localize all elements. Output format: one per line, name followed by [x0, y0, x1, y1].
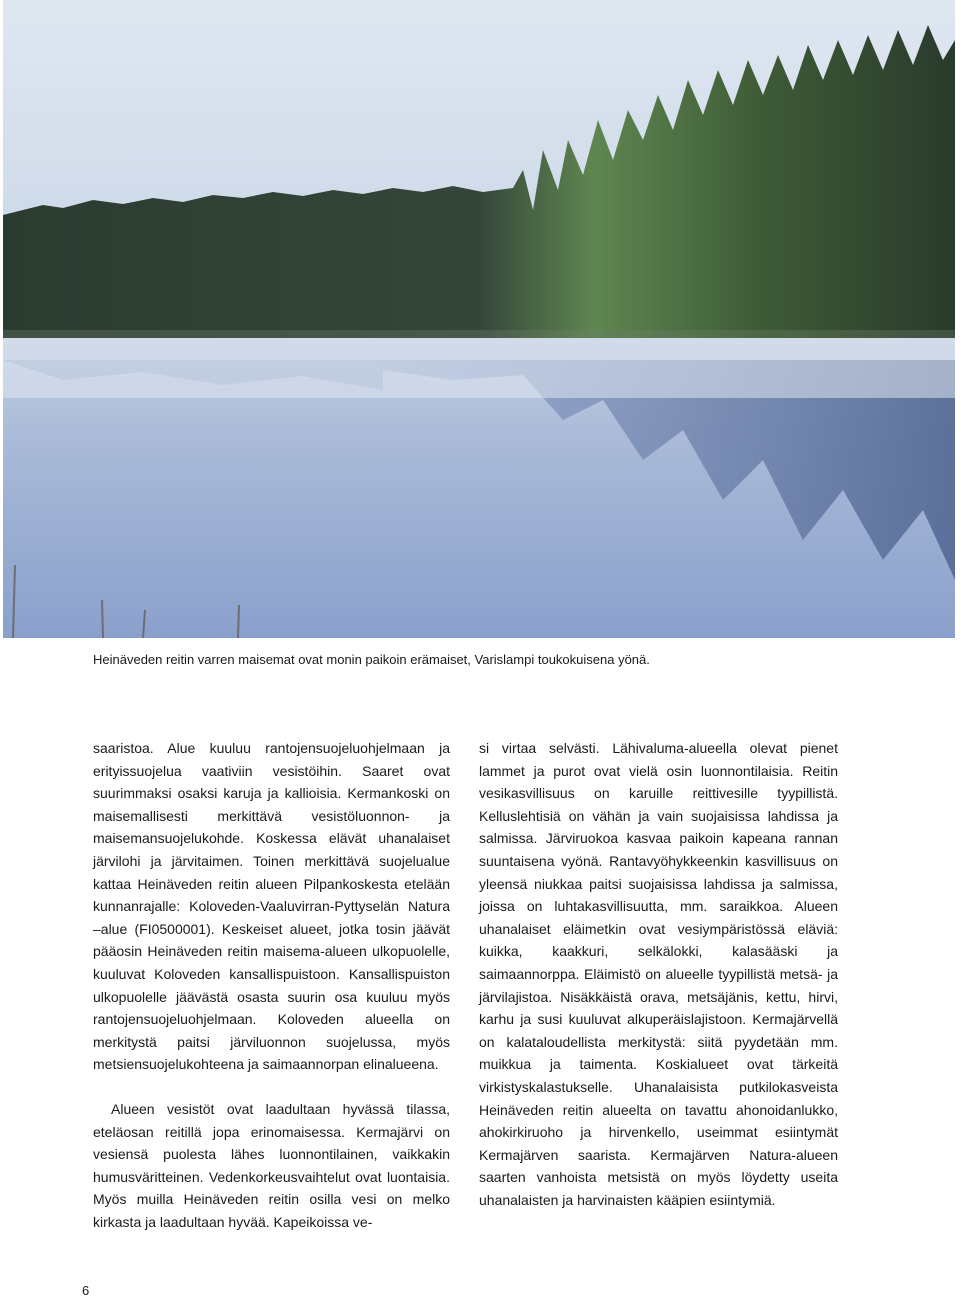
- left-column: [93, 737, 450, 1233]
- right-paragraph-1: si virtaa selvästi. Lähivaluma-alueella olevat pienet lammet ja purot ovat vielä osin luonnontilaisia. Reitin vesikasvillisuus on karuille reittivesille tyypillistä. Kelluslehtisiä on vähän ja vain suojaisissa lahdissa ja salmissa. Järviruokoa kasvaa paikoin kapeana rannan suuntaisena vyönä. Rantavyöhykkeenkin kasvillisuus on yleensä niukkaa paitsi suojaisissa lahdissa ja salmissa, joissa on luhtakasvillisuutta, mm. saraikkoa. Alueen uhanalaiset eläimetkin ovat vesiympäristössä eläviä: kuikka, kaakkuri, selkälokki, kalasääski ja saimaannorppa. Eläimistö on alueelle tyypillistä metsä- ja järvilajistoa. Nisäkkäistä orava, metsäjänis, kettu, hirvi, karhu ja susi kuuluvat alkuperäislajistoon. Kermajärvellä on kalataloudellista merkitystä: siitä pyydetään mm. muikkua ja taimenta. Koskialueet ovat tärkeitä virkistyskalastukselle. Uhanalaisista putkilokasveista Heinäveden reitin alueelta on tavattu ahonoidanlukko, ahokirkiruoho ja hirvenkello, useimmat esiintymät Kermajärven saarista. Kermajärven Natura-alueen saarten vanhoista metsistä on myös löydetty useita uhanalaisten ja harvinaisten kääpien esiintymiä.: [479, 740, 838, 1208]
- left-paragraph-1: saaristoa. Alue kuuluu rantojensuojeluohjelmaan ja erityissuojelua vaativiin vesistöihin. Saaret ovat suurimmaksi osaksi karuja ja kallioisia. Kermankoski on maisemallisesti merkittävä vesistöluonnon- ja maisemansuojelukohde. Koskessa elävät uhanalaiset järvilohi ja järvitaimen. Toinen merkittävä suojelualue kattaa Heinäveden reitin alueen Pilpankoskesta etelään kunnanrajalle: Koloveden-Vaaluvirran-Pyttyselän Natura –alue (FI0500001). Keskeiset alueet, jotka tosin jäävät pääosin Heinäveden reitin maisema-alueen ulkopuolelle, kuuluvat Koloveden kansallispuistoon. Kansallispuiston ulkopuolelle jäävästä osasta suurin osa kuuluu myös rantojensuojeluohjelmaan. Koloveden alueella on merkitystä paitsi järviluonnon suojelussa, myös metsiensuojelukohteena ja saimaannorpan elinalueena.: [93, 740, 450, 1073]
- lake-landscape-icon: [3, 0, 955, 638]
- lake-landscape-photo: [3, 0, 955, 638]
- right-column: [479, 737, 838, 1211]
- photo-caption: Heinäveden reitin varren maisemat ovat monin paikoin erämaiset, Varislampi toukokuisena yönä.: [93, 652, 650, 667]
- page-number: 6: [82, 1283, 90, 1298]
- left-paragraph-2: Alueen vesistöt ovat laadultaan hyvässä tilassa, eteläosan reitillä jopa erinomaisessa. Kermajärvi on vesiensä puolesta lähes luonnontilainen, vaikkakin humusväritteinen. Vedenkorkeusvaihtelut ovat luontaisia. Myös muilla Heinäveden reitin osilla vesi on melko kirkasta ja laadultaan hyvää. Kapeikoissa ve-: [93, 1100, 450, 1230]
